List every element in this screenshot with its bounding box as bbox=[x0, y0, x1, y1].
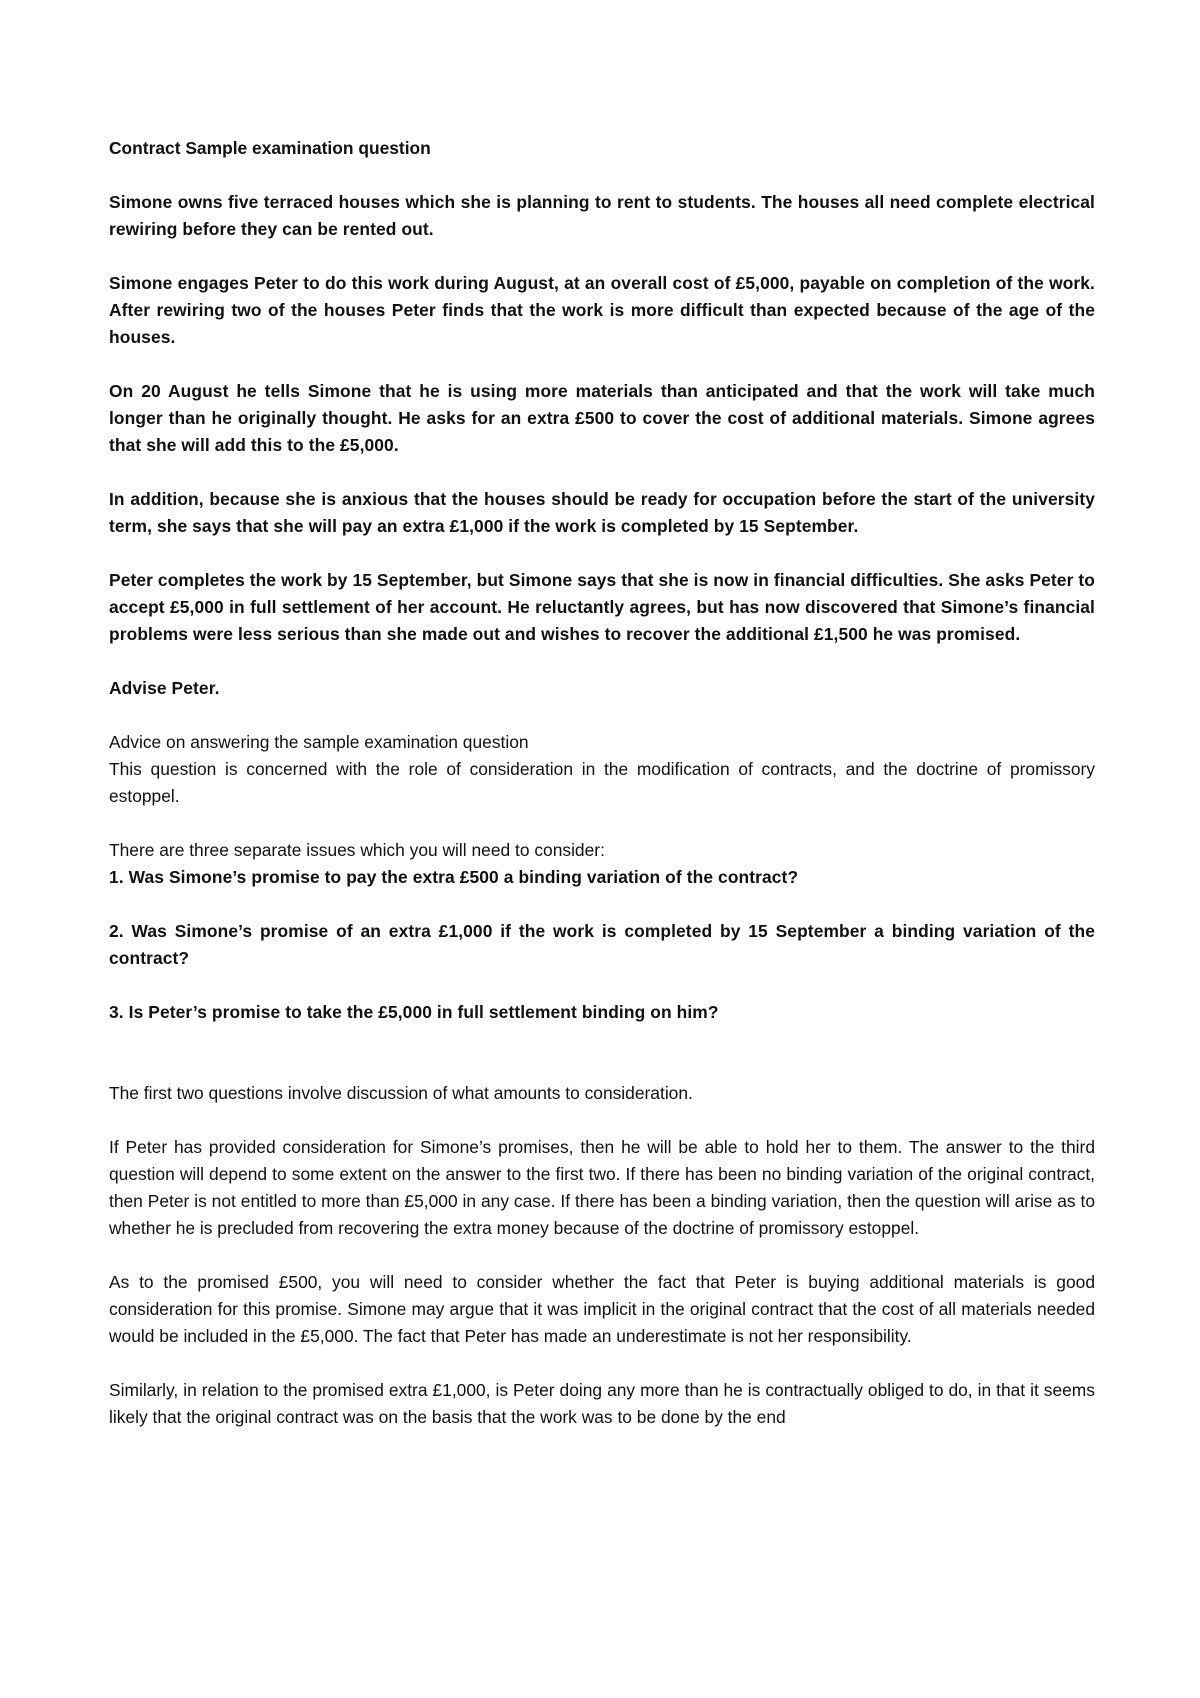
advice-heading: Advice on answering the sample examination question bbox=[109, 732, 529, 752]
question-paragraph-3: On 20 August he tells Simone that he is using more materials than anticipated and that the work will take much longer than he originally thought. He asks for an extra £500 to cover the cost of additional materials. Simone agrees that she will add this to the £5,000. bbox=[109, 381, 1095, 455]
instruction-advise-peter: Advise Peter. bbox=[109, 678, 220, 698]
issues-intro: There are three separate issues which you will need to consider: bbox=[109, 840, 605, 860]
issue-2: 2. Was Simone’s promise of an extra £1,000 if the work is completed by 15 September a binding variation of the contract? bbox=[109, 921, 1095, 968]
question-paragraph-1: Simone owns five terraced houses which she is planning to rent to students. The houses all need complete electrical rewiring before they can be rented out. bbox=[109, 192, 1095, 239]
document-title: Contract Sample examination question bbox=[109, 138, 431, 158]
advice-intro: This question is concerned with the role of consideration in the modification of contracts, and the doctrine of promissory estoppel. bbox=[109, 759, 1095, 806]
advice-paragraph-2: If Peter has provided consideration for Simone’s promises, then he will be able to hold her to them. The answer to the third question will depend to some extent on the answer to the first two. If there has been no binding variation of the original contract, then Peter is not entitled to more than £5,000 in any case. If there has been a binding variation, then the question will arise as to whether he is precluded from recovering the extra money because of the doctrine of promissory estoppel. bbox=[109, 1137, 1095, 1238]
question-paragraph-4: In addition, because she is anxious that the houses should be ready for occupation before the start of the university term, she says that she will pay an extra £1,000 if the work is completed by 15 September. bbox=[109, 489, 1095, 536]
question-paragraph-2: Simone engages Peter to do this work during August, at an overall cost of £5,000, payable on completion of the work. After rewiring two of the houses Peter finds that the work is more difficult than expected because of the age of the houses. bbox=[109, 273, 1095, 347]
advice-paragraph-1: The first two questions involve discussion of what amounts to consideration. bbox=[109, 1083, 693, 1103]
document-page bbox=[109, 135, 1095, 1458]
question-paragraph-5: Peter completes the work by 15 September, but Simone says that she is now in financial difficulties. She asks Peter to accept £5,000 in full settlement of her account. He reluctantly agrees, but has now discovered that Simone’s financial problems were less serious than she made out and wishes to recover the additional £1,500 he was promised. bbox=[109, 570, 1095, 644]
issue-1: 1. Was Simone’s promise to pay the extra £500 a binding variation of the contract? bbox=[109, 867, 799, 887]
advice-paragraph-4: Similarly, in relation to the promised extra £1,000, is Peter doing any more than he is contractually obliged to do, in that it seems likely that the original contract was on the basis that the work was to be done by the end bbox=[109, 1380, 1095, 1427]
issue-3: 3. Is Peter’s promise to take the £5,000 in full settlement binding on him? bbox=[109, 1002, 719, 1022]
advice-paragraph-3: As to the promised £500, you will need to consider whether the fact that Peter is buying additional materials is good consideration for this promise. Simone may argue that it was implicit in the original contract that the cost of all materials needed would be included in the £5,000. The fact that Peter has made an underestimate is not her responsibility. bbox=[109, 1272, 1095, 1346]
